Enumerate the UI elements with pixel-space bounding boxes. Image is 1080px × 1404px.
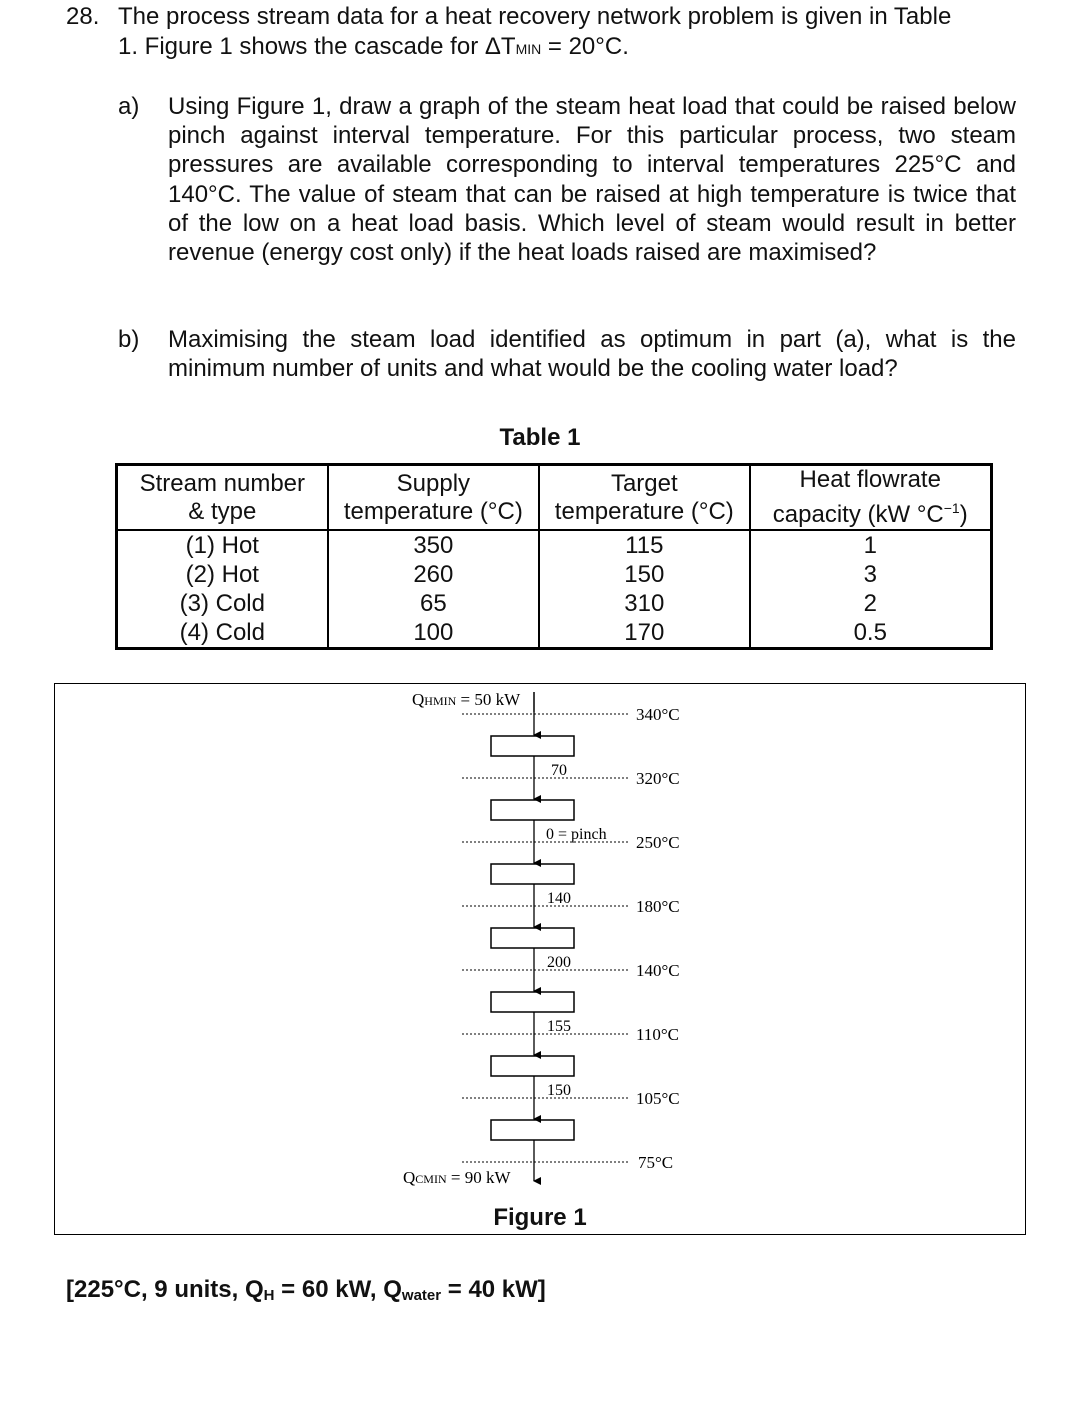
flow-value: 70: [551, 762, 567, 779]
qhmin-label: QHMIN = 50 kW: [412, 690, 521, 709]
table-cell: (1) Hot: [117, 530, 328, 560]
temp-label: 180°C: [636, 897, 680, 916]
part-a-label: a): [118, 93, 140, 120]
table-cell: 350: [328, 530, 539, 560]
table-cell: 100: [328, 618, 539, 649]
part-b-label: b): [118, 326, 140, 353]
table-cell: 65: [328, 589, 539, 618]
header-target: Target temperature (°C): [539, 465, 749, 531]
table-cell: 310: [539, 589, 749, 618]
flow-value-pinch: 0 = pinch: [546, 826, 607, 843]
temp-label: 140°C: [636, 961, 680, 980]
temp-label: 250°C: [636, 833, 680, 852]
interval-box: [491, 800, 574, 820]
flow-value: 155: [547, 1018, 571, 1035]
temp-label: 320°C: [636, 769, 680, 788]
question-intro-line1: The process stream data for a heat recovery network problem is given in Table: [118, 3, 952, 30]
figure-caption: Figure 1: [493, 1204, 587, 1231]
table-cell: 170: [539, 618, 749, 649]
temp-label: 75°C: [638, 1153, 674, 1172]
table-cell: 260: [328, 560, 539, 589]
answer-text: [225°C, 9 units, $Q_H = 60$ kW, $Q_{water} = 40$ kW]: [66, 1276, 546, 1304]
temp-label: 105°C: [636, 1089, 680, 1108]
interval-box: [491, 736, 574, 756]
intro-line2-pre: 1. Figure 1 shows the cascade for: [118, 32, 485, 60]
temp-label: 340°C: [636, 705, 680, 724]
interval-box: [491, 864, 574, 884]
header-cp: Heat flowrate capacity (kW $^\circ C^{-1}$): [750, 465, 992, 531]
table-cell: 2: [750, 589, 992, 618]
flow-value: 200: [547, 954, 571, 971]
flow-value: 140: [547, 890, 571, 907]
interval-box: [491, 1056, 574, 1076]
interval-box: [491, 992, 574, 1012]
table-cell: 115: [539, 530, 749, 560]
delta-t-subscript: MIN: [515, 40, 542, 57]
table-cell: (4) Cold: [117, 618, 328, 649]
delta-t-symbol: ΔT: [484, 32, 516, 60]
header-supply: Supply temperature (°C): [328, 465, 539, 531]
temp-label: 110°C: [636, 1025, 680, 1044]
qcmin-label: QCMIN = 90 kW: [403, 1168, 511, 1187]
header-stream: Stream number & type: [117, 465, 328, 531]
table-title: Table 1: [499, 424, 581, 451]
table-cell: 3: [750, 560, 992, 589]
interval-box: [491, 928, 574, 948]
part-b-text: Maximising the steam load identified as optimum in part (a), what is the minimum number of units and what would be the cooling water load?: [168, 326, 1016, 383]
table-cell: 1: [750, 530, 992, 560]
table-cell: 150: [539, 560, 749, 589]
part-a-text: Using Figure 1, draw a graph of the steam heat load that could be raised below pinch against interval temperature. For this particular process, two steam pressures are available corresponding to interval temperatures 225°C and 140°C. The value of steam that can be raised at high temperature is twice that of the low on a heat load basis. Which level of steam would result in better revenue (energy cost only) if the heat loads raised are maximised?: [168, 93, 1016, 267]
table-cell: 0.5: [750, 618, 992, 649]
intro-line2-post: = 20°C.: [541, 32, 629, 60]
question-number: 28.: [66, 3, 100, 30]
flow-value: 150: [547, 1082, 571, 1099]
table-cell: (3) Cold: [117, 589, 328, 618]
table-cell: (2) Hot: [117, 560, 328, 589]
interval-box: [491, 1120, 574, 1140]
